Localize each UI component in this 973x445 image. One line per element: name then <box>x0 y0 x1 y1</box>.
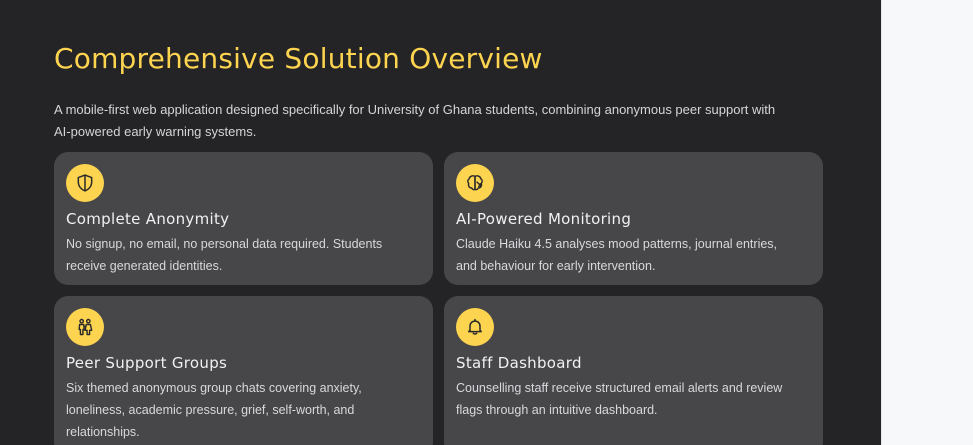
page-title: Comprehensive Solution Overview <box>54 42 543 75</box>
feature-text: Six themed anonymous group chats covering anxiety, loneliness, academic pressure, grief, self-worth, and relationships. <box>66 381 362 439</box>
page-description: A mobile-first web application designed specifically for University of Ghana students, combining anonymous peer support with AI-powered early warning systems. <box>54 102 776 139</box>
shield-icon <box>66 164 104 202</box>
feature-text: Counselling staff receive structured email alerts and review flags through an intuitive dashboard. <box>456 381 783 417</box>
feature-card-anonymity <box>54 152 433 285</box>
feature-title: Peer Support Groups <box>66 354 228 372</box>
side-panel <box>881 0 973 445</box>
feature-title: Staff Dashboard <box>456 354 582 372</box>
brain-icon <box>456 164 494 202</box>
feature-card-staff-dashboard <box>444 296 823 445</box>
bell-icon <box>456 308 494 346</box>
feature-text: No signup, no email, no personal data required. Students receive generated identities. <box>66 237 383 273</box>
feature-text: Claude Haiku 4.5 analyses mood patterns, journal entries, and behaviour for early intervention. <box>456 237 778 273</box>
people-icon <box>66 308 104 346</box>
feature-title: AI-Powered Monitoring <box>456 210 632 228</box>
feature-card-ai-monitoring <box>444 152 823 285</box>
feature-card-peer-support <box>54 296 433 445</box>
feature-title: Complete Anonymity <box>66 210 230 228</box>
